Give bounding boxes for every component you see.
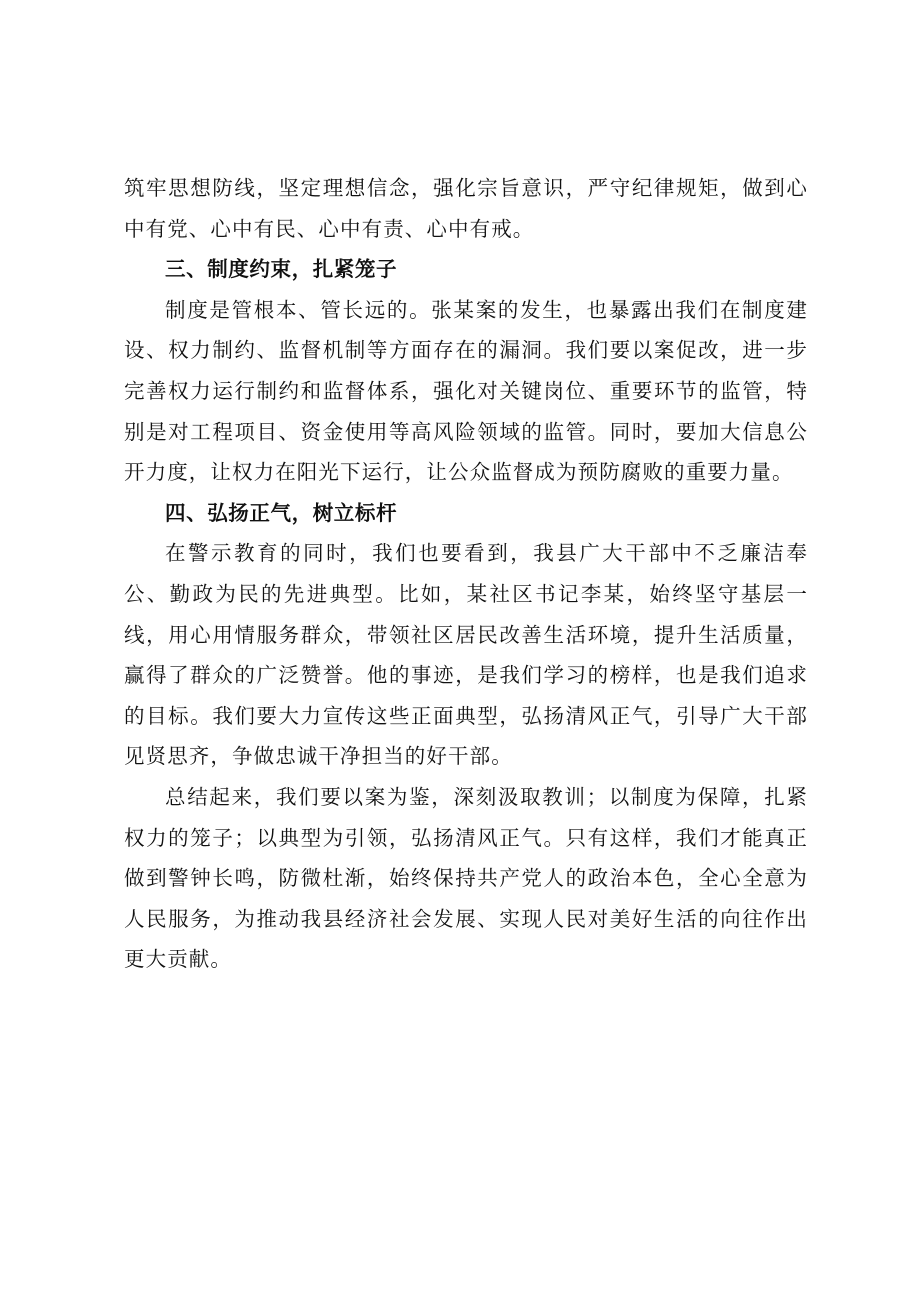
section-heading-four: 四、弘扬正气，树立标杆 bbox=[165, 500, 398, 525]
paragraph-role-models: 在警示教育的同时，我们也要看到，我县广大干部中不乏廉洁奉公、勤政为民的先进典型。比如，某社区书记李某，始终坚守基层一线，用心用情服务群众，带领社区居民改善生活环境，提升生活质量，赢得了群众的广泛赞誉。他的事迹，是我们学习的榜样，也是我们追求的目标。我们要大力宣传这些正面典型，弘扬清风正气，引导广大干部见贤思齐，争做忠诚干净担当的好干部。 bbox=[124, 541, 808, 769]
section-heading-three: 三、制度约束，扎紧笼子 bbox=[165, 257, 398, 282]
paragraph-conclusion: 总结起来，我们要以案为鉴，深刻汲取教训；以制度为保障，扎紧权力的笼子；以典型为引领，弘扬清风正气。只有这样，我们才能真正做到警钟长鸣，防微杜渐，始终保持共产党人的政治本色，全心全意为人民服务，为推动我县经济社会发展、实现人民对美好生活的向往作出更大贡献。 bbox=[124, 784, 808, 972]
paragraph-institutional-constraints: 制度是管根本、管长远的。张某案的发生，也暴露出我们在制度建设、权力制约、监督机制等方面存在的漏洞。我们要以案促改，进一步完善权力运行制约和监督体系，强化对关键岗位、重要环节的监管，特别是对工程项目、资金使用等高风险领域的监管。同时，要加大信息公开力度，让权力在阳光下运行，让公众监督成为预防腐败的重要力量。 bbox=[124, 297, 808, 485]
document-body bbox=[124, 168, 808, 980]
paragraph-continuation: 筑牢思想防线，坚定理想信念，强化宗旨意识，严守纪律规矩，做到心中有党、心中有民、心中有责、心中有戒。 bbox=[124, 176, 808, 241]
